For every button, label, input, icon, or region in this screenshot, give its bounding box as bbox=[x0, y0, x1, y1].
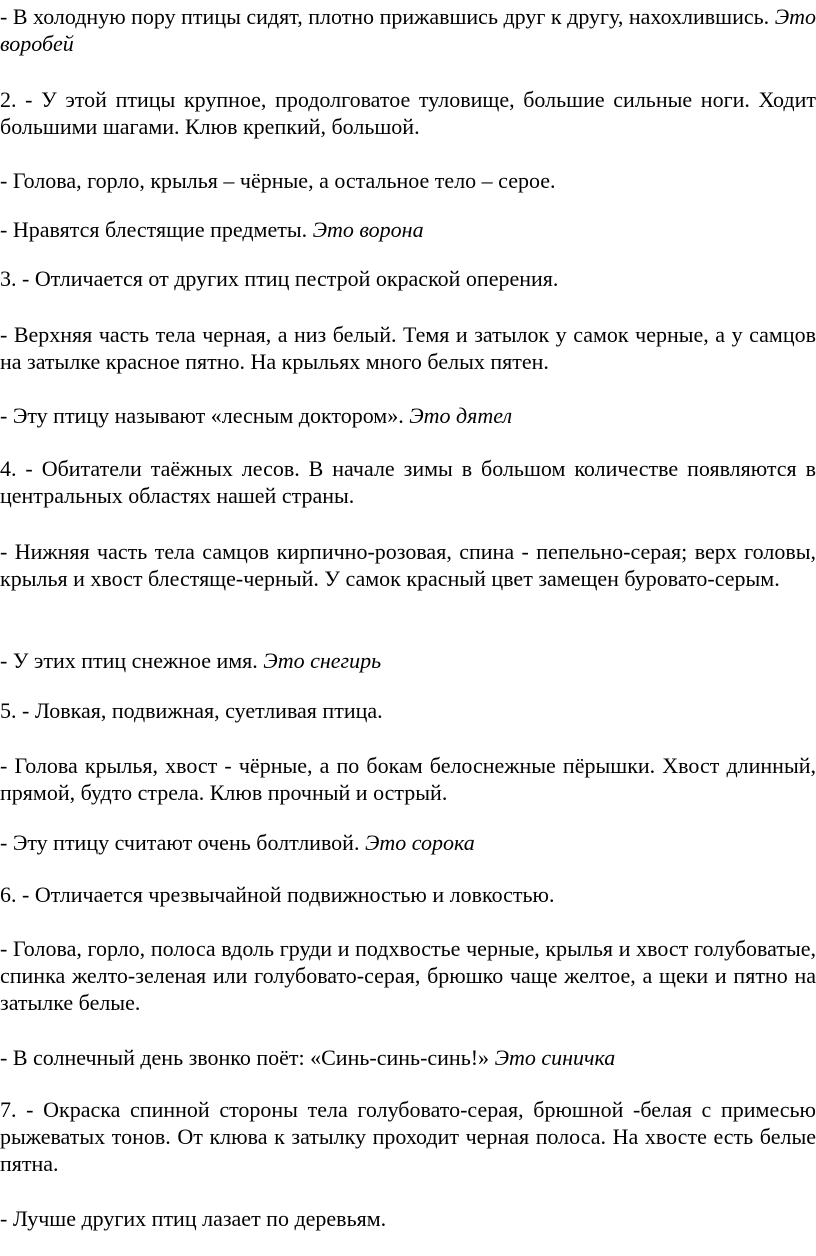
paragraph-text: - Голова крылья, хвост - чёрные, а по бокам белоснежные пёрышки. Хвост длинный, прямой, будто стрела. Клюв прочный и острый. bbox=[0, 753, 816, 805]
paragraph-text: 3. - Отличается от других птиц пестрой окраской оперения. bbox=[0, 266, 559, 291]
paragraph-bullfinch-intro bbox=[0, 455, 816, 509]
paragraph-text: 7. - Окраска спинной стороны тела голубовато-серая, брюшной -белая с примесью рыжеватых тонов. От клюва к затылку проходит черная полоса. На хвосте есть белые пятна. bbox=[0, 1097, 816, 1176]
paragraph-crow-body bbox=[0, 86, 816, 140]
paragraph-text: 2. - У этой птицы крупное, продолговатое туловище, большие сильные ноги. Ходит большими шагами. Клюв крепкий, большой. bbox=[0, 87, 816, 139]
paragraph-text: - Голова, горло, полоса вдоль груди и подхвостье черные, крылья и хвост голубоватые, спинка желто-зеленая или голубовато-серая, брюшко чаще желтое, а щеки и пятно на затылке белые. bbox=[0, 936, 816, 1015]
paragraph-bullfinch-colors bbox=[0, 538, 816, 592]
paragraph-sparrow-description bbox=[0, 3, 816, 57]
answer-crow: Это ворона bbox=[312, 217, 424, 242]
paragraph-magpie-colors bbox=[0, 752, 816, 806]
paragraph-tit-intro bbox=[0, 881, 816, 908]
paragraph-text: - Лучше других птиц лазает по деревьям. bbox=[0, 1206, 387, 1231]
paragraph-nuthatch-hint bbox=[0, 1205, 816, 1232]
paragraph-tit-hint bbox=[0, 1044, 816, 1071]
answer-sparrow: Это воробей bbox=[0, 4, 816, 56]
paragraph-text: - Нравятся блестящие предметы. bbox=[0, 217, 313, 242]
paragraph-magpie-intro bbox=[0, 697, 816, 724]
paragraph-text: 4. - Обитатели таёжных лесов. В начале зимы в большом количестве появляются в центральных областях нашей страны. bbox=[0, 456, 816, 508]
paragraph-woodpecker-intro bbox=[0, 265, 816, 292]
answer-woodpecker: Это дятел bbox=[409, 403, 513, 428]
paragraph-text: - Эту птицу считают очень болтливой. bbox=[0, 830, 365, 855]
answer-bullfinch: Это снегирь bbox=[263, 648, 382, 673]
answer-magpie: Это сорока bbox=[364, 830, 475, 855]
paragraph-text: - В солнечный день звонко поёт: «Синь-синь-синь!» bbox=[0, 1045, 495, 1070]
paragraph-text: 6. - Отличается чрезвычайной подвижностью и ловкостью. bbox=[0, 882, 555, 907]
paragraph-text: - Нижняя часть тела самцов кирпично-розовая, спина - пепельно-серая; верх головы, крылья и хвост блестяще-черный. У самок красный цвет замещен буровато-серым. bbox=[0, 539, 816, 591]
paragraph-text: - Верхняя часть тела черная, а низ белый. Темя и затылок у самок черные, а у самцов на затылке красное пятно. На крыльях много белых пятен. bbox=[0, 322, 816, 374]
paragraph-crow-hint bbox=[0, 216, 816, 243]
paragraph-woodpecker-colors bbox=[0, 321, 816, 375]
paragraph-magpie-hint bbox=[0, 829, 816, 856]
paragraph-tit-colors bbox=[0, 935, 816, 1016]
paragraph-woodpecker-hint bbox=[0, 402, 816, 429]
paragraph-text: - Эту птицу называют «лесным доктором». bbox=[0, 403, 410, 428]
paragraph-bullfinch-hint bbox=[0, 647, 816, 674]
answer-tit: Это синичка bbox=[494, 1045, 616, 1070]
paragraph-crow-colors bbox=[0, 167, 816, 194]
paragraph-text: - Голова, горло, крылья – чёрные, а остальное тело – серое. bbox=[0, 168, 556, 193]
paragraph-text: - В холодную пору птицы сидят, плотно прижавшись друг к другу, нахохлившись. bbox=[0, 4, 775, 29]
paragraph-text: - У этих птиц снежное имя. bbox=[0, 648, 264, 673]
paragraph-text: 5. - Ловкая, подвижная, суетливая птица. bbox=[0, 698, 383, 723]
paragraph-nuthatch-colors bbox=[0, 1096, 816, 1177]
